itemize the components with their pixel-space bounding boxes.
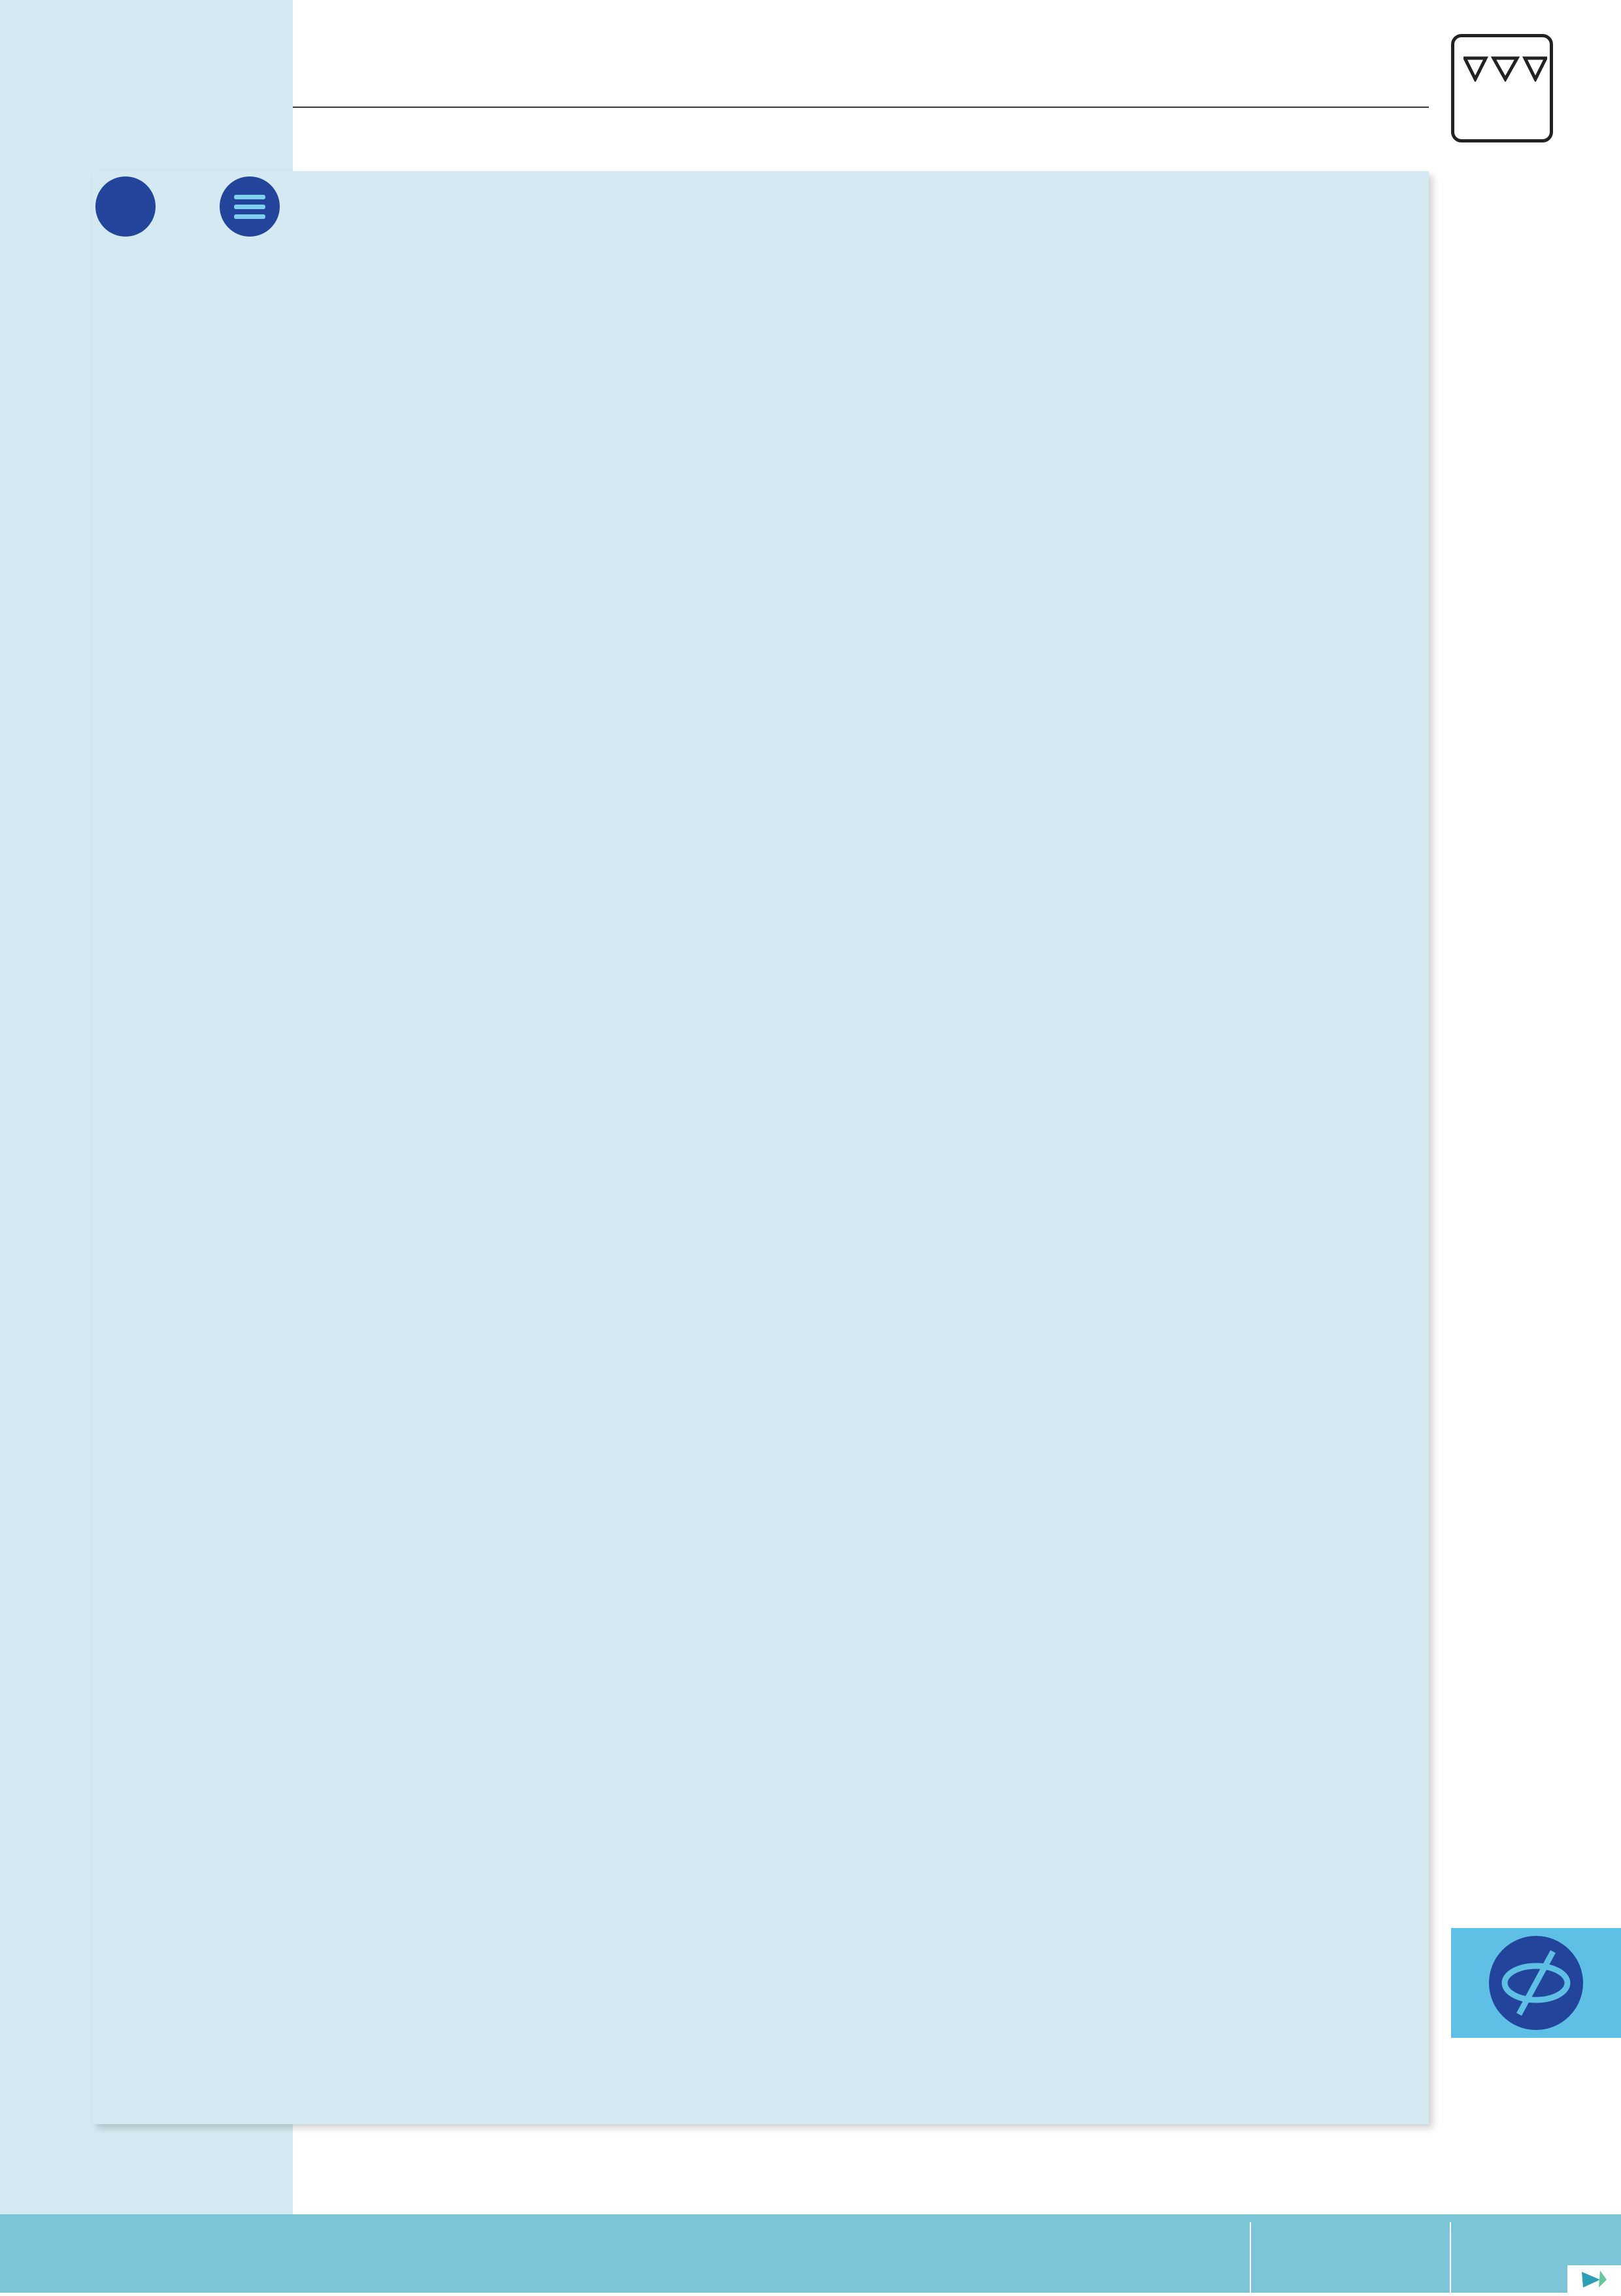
- tesa-logo: [1448, 34, 1558, 171]
- header-rule: [293, 107, 1429, 108]
- side-tab: [1451, 1928, 1621, 2038]
- accessories-table: [93, 171, 1429, 2124]
- logo-box: [1451, 34, 1553, 142]
- corner-mark-icon: [1567, 2265, 1621, 2293]
- number-icon: [95, 176, 156, 237]
- table-header-row: [93, 171, 1429, 244]
- description-icon: [220, 176, 280, 237]
- footer-corner-tab: [1567, 2265, 1621, 2293]
- footer-bar: [0, 2214, 1621, 2293]
- footer-divider: [1450, 2222, 1451, 2293]
- profile-section-icon: [1451, 1928, 1621, 2038]
- logo-mark-icon: [1463, 56, 1547, 82]
- footer-divider: [1250, 2222, 1251, 2293]
